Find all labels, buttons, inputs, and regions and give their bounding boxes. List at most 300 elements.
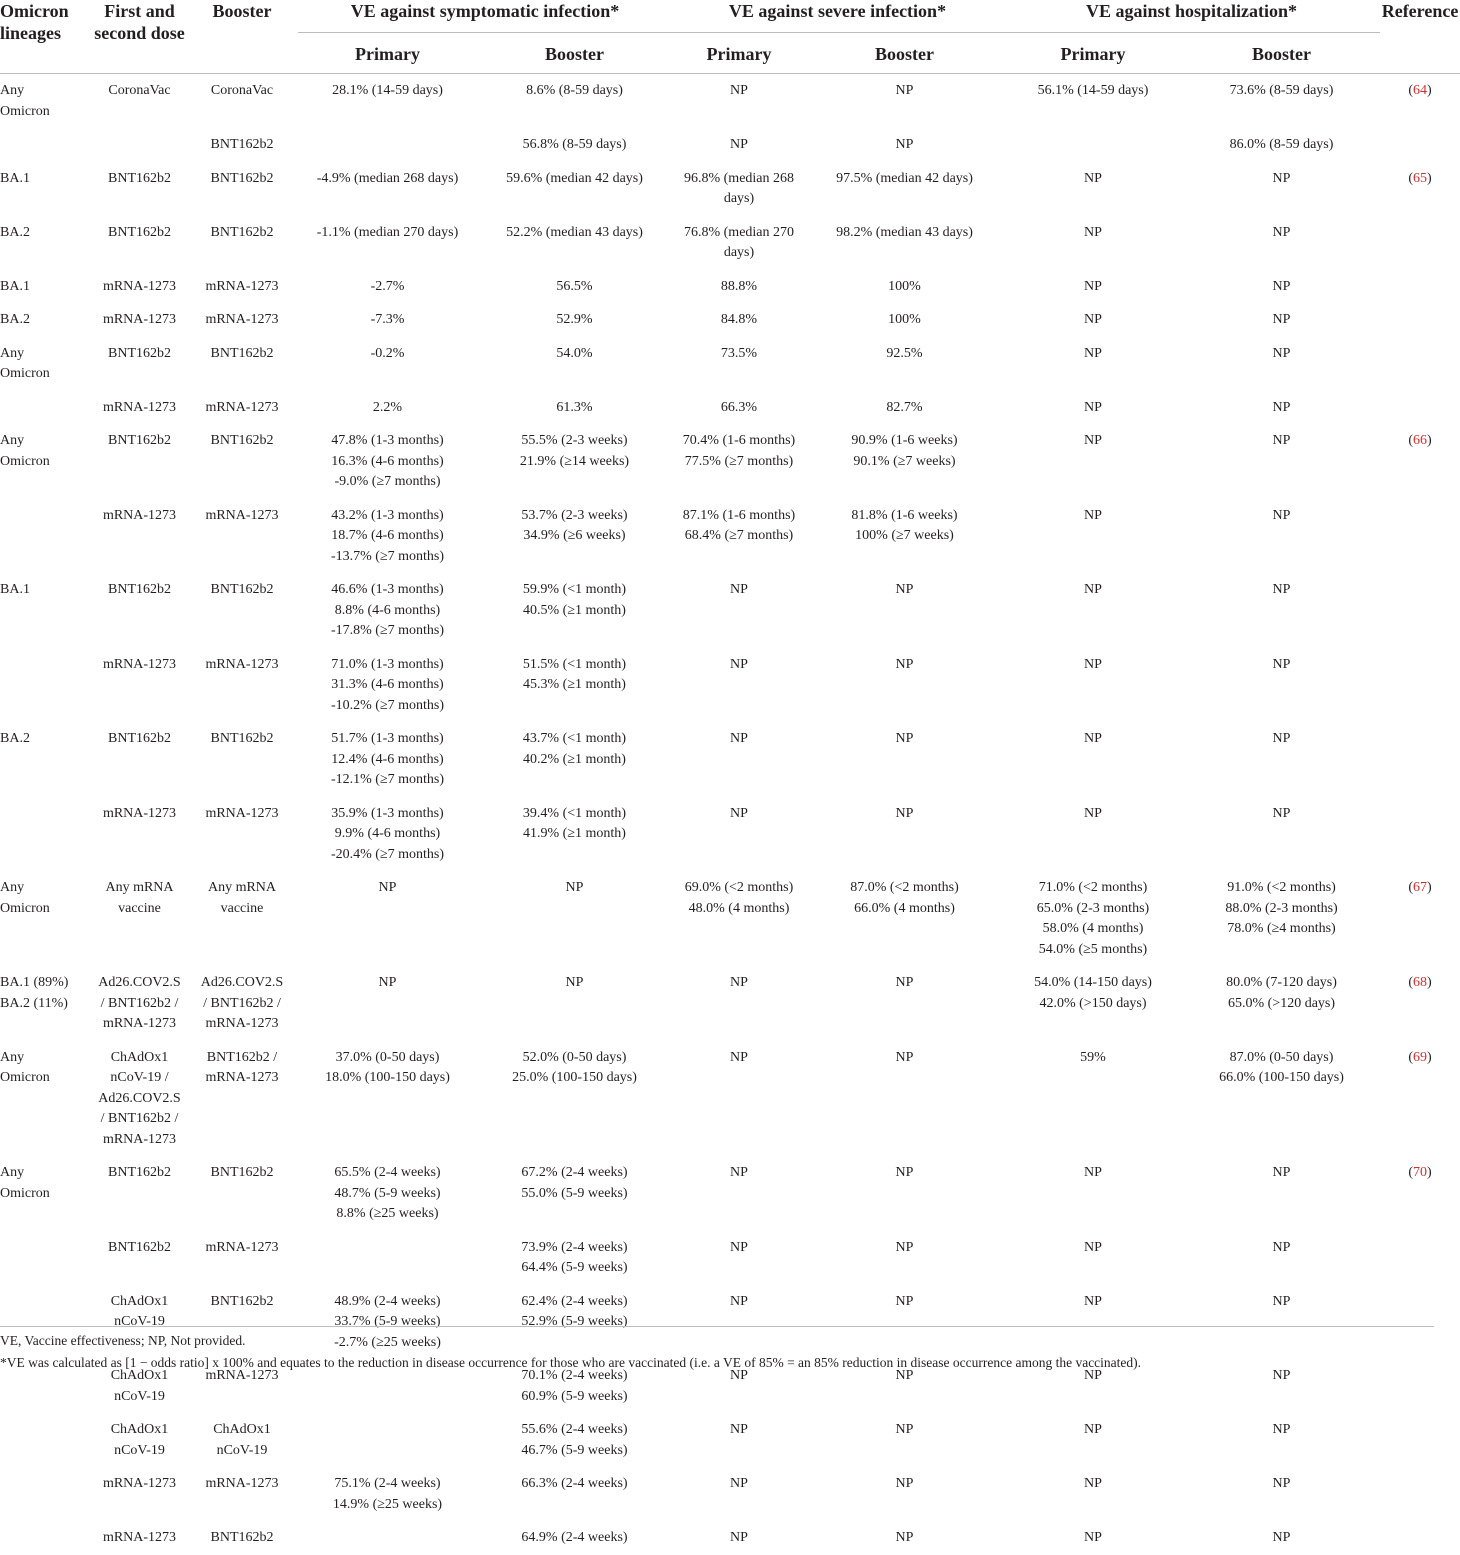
cell-hospitalization-primary (1003, 303, 1183, 337)
cell-first-second-dose (93, 1231, 186, 1285)
cell-line: mRNA-1273 (102, 805, 177, 821)
cell-first-second-dose (93, 74, 186, 129)
cell-line: 97.5% (median 42 days) (836, 170, 973, 186)
reference-link[interactable]: 64 (1413, 83, 1428, 98)
cell-lineage (0, 162, 93, 216)
cell-line: 14.9% (≥25 weeks) (332, 1496, 443, 1512)
cell-line: 42.0% (>150 days) (1039, 995, 1147, 1011)
cell-line: NP (1084, 312, 1102, 327)
cell-line: NP (730, 1293, 748, 1309)
cell-hospitalization-primary (1003, 128, 1183, 162)
cell-severe-primary (672, 1521, 806, 1555)
table-row (0, 303, 1460, 337)
cell-symptomatic-booster (477, 337, 672, 391)
cell-line: NP (895, 731, 914, 746)
cell-line: 59% (1080, 1049, 1106, 1065)
cell-lineage (0, 1041, 93, 1157)
table-row (0, 270, 1460, 304)
cell-line: NP (1272, 1239, 1291, 1255)
table-row (0, 1231, 1460, 1285)
cell-lineage (0, 1467, 93, 1521)
cell-line: NP (565, 880, 584, 895)
cell-line: NP (1272, 278, 1291, 294)
cell-first-second-dose (93, 1156, 186, 1231)
cell-lineage (0, 1156, 93, 1231)
cell-line: 96.8% (median 268 (683, 170, 795, 186)
cell-hospitalization-primary (1003, 1231, 1183, 1285)
reference-link[interactable]: 66 (1413, 433, 1428, 448)
cell-line: 33.7% (5-9 weeks) (334, 1314, 441, 1329)
cell-line: 67.2% (2-4 weeks) (521, 1165, 628, 1180)
cell-hospitalization-booster (1183, 162, 1380, 216)
cell-line: 100% (888, 278, 921, 294)
cell-symptomatic-primary (298, 966, 477, 1041)
cell-symptomatic-primary (298, 391, 477, 425)
cell-symptomatic-booster (477, 303, 672, 337)
cell-line: -12.1% (≥7 months) (330, 772, 445, 787)
cell-line: NP (895, 582, 914, 597)
cell-symptomatic-booster (477, 270, 672, 304)
cell-line: NP (1272, 170, 1291, 186)
cell-symptomatic-booster (477, 966, 672, 1041)
cell-hospitalization-primary (1003, 1156, 1183, 1231)
cell-lineage (0, 871, 93, 966)
cell-line: NP (1084, 656, 1102, 672)
cell-line: 18.0% (100-150 days) (325, 1070, 450, 1085)
cell-line: 43.2% (1-3 months) (331, 507, 444, 523)
cell-line: 48.7% (5-9 weeks) (334, 1185, 441, 1201)
cell-line: BA.1 (0, 278, 30, 294)
cell-line: -2.7% (370, 278, 405, 294)
cell-line: Ad26.COV2.S (98, 1090, 181, 1106)
cell-line: NP (1272, 345, 1291, 361)
cell-line: 47.8% (1-3 months) (331, 433, 444, 448)
cell-line: -17.8% (≥7 months) (330, 623, 445, 638)
cell-symptomatic-booster (477, 722, 672, 797)
table-row (0, 966, 1460, 1041)
cell-severe-booster (806, 648, 1003, 723)
cell-line: 70.1% (2-4 weeks) (521, 1368, 628, 1383)
cell-line: Any (0, 1049, 25, 1065)
footnote-ve-definition: *VE was calculated as [1 − odds ratio] x 100% and equates to the reduction in disease occurrence for those who are vaccinated (i.e. a VE of 85% = an 85% reduction in disease occurrence among the vaccinated). (0, 1355, 1142, 1370)
cell-severe-primary (672, 1467, 806, 1521)
cell-first-second-dose (93, 648, 186, 723)
cell-line: mRNA-1273 (102, 278, 177, 294)
ref-open-paren: ( (1408, 880, 1414, 895)
header-reference: Reference (1380, 0, 1460, 74)
cell-line: NP (1084, 433, 1102, 448)
cell-booster (186, 337, 298, 391)
reference-link[interactable]: 69 (1413, 1049, 1428, 1065)
cell-severe-primary (672, 1413, 806, 1467)
cell-severe-booster (806, 303, 1003, 337)
cell-severe-primary (672, 128, 806, 162)
cell-reference (1380, 270, 1460, 304)
cell-severe-booster (806, 391, 1003, 425)
ref-close-paren: ) (1427, 1049, 1432, 1065)
table-footnotes (0, 1326, 1434, 1374)
cell-booster (186, 871, 298, 966)
cell-line: 77.5% (≥7 months) (684, 453, 794, 469)
cell-line: NP (1084, 1293, 1102, 1309)
cell-line: BNT162b2 (210, 345, 274, 361)
cell-severe-primary (672, 1156, 806, 1231)
cell-line: BA.1 (89%) (0, 975, 69, 990)
cell-symptomatic-primary (298, 499, 477, 574)
cell-hospitalization-primary (1003, 573, 1183, 648)
cell-symptomatic-primary (298, 1041, 477, 1157)
header-omicron-lineages: Omicron lineages (0, 0, 93, 74)
cell-line: mRNA-1273 (205, 656, 279, 672)
cell-line: BNT162b2 (108, 345, 171, 361)
cell-booster (186, 1413, 298, 1467)
cell-line: 64.9% (2-4 weeks) (521, 1530, 628, 1545)
cell-reference (1380, 966, 1460, 1041)
cell-line: -20.4% (≥7 months) (330, 846, 445, 862)
cell-line: 43.7% (<1 month) (522, 731, 627, 746)
cell-line: NP (895, 1165, 914, 1180)
cell-line: 92.5% (886, 345, 923, 361)
cell-first-second-dose (93, 499, 186, 574)
cell-lineage (0, 216, 93, 270)
cell-severe-booster (806, 74, 1003, 129)
cell-symptomatic-primary (298, 270, 477, 304)
cell-line: NP (1272, 433, 1291, 448)
cell-booster (186, 722, 298, 797)
cell-symptomatic-booster (477, 797, 672, 872)
cell-line: 69.0% (<2 months) (684, 880, 794, 895)
cell-booster (186, 216, 298, 270)
cell-line: Any mRNA (105, 880, 174, 895)
cell-booster (186, 499, 298, 574)
cell-line: mRNA-1273 (205, 1016, 279, 1031)
cell-line: 28.1% (14-59 days) (332, 83, 443, 98)
cell-lineage (0, 74, 93, 129)
cell-lineage (0, 391, 93, 425)
cell-line: 66.0% (4 months) (854, 900, 955, 916)
cell-line: NP (1084, 278, 1102, 294)
cell-line: mRNA-1273 (205, 805, 279, 821)
cell-booster (186, 797, 298, 872)
cell-line: BNT162b2 (210, 170, 274, 186)
cell-reference (1380, 797, 1460, 872)
cell-line: -7.3% (370, 312, 405, 327)
cell-booster (186, 162, 298, 216)
cell-symptomatic-booster (477, 1041, 672, 1157)
cell-hospitalization-booster (1183, 871, 1380, 966)
cell-line: 90.9% (1-6 weeks) (851, 433, 958, 448)
cell-severe-booster (806, 1231, 1003, 1285)
cell-line: NP (1084, 1239, 1102, 1255)
cell-reference (1380, 1467, 1460, 1521)
cell-line: NP (1084, 170, 1102, 186)
cell-line: BNT162b2 (210, 224, 274, 240)
table-row (0, 1156, 1460, 1231)
cell-line: 100% (≥7 weeks) (855, 528, 954, 543)
cell-severe-booster (806, 966, 1003, 1041)
cell-line: NP (730, 1368, 748, 1383)
cell-line: 82.7% (886, 399, 923, 415)
cell-line: NP (1272, 399, 1291, 415)
cell-line: 73.9% (2-4 weeks) (521, 1239, 628, 1255)
cell-lineage (0, 648, 93, 723)
table-row (0, 391, 1460, 425)
cell-line: mRNA-1273 (205, 1476, 279, 1491)
cell-reference (1380, 573, 1460, 648)
table-row (0, 1467, 1460, 1521)
reference-link[interactable]: 68 (1413, 975, 1428, 990)
cell-line: 68.4% (≥7 months) (684, 528, 794, 543)
cell-line: NP (895, 975, 914, 990)
cell-booster (186, 128, 298, 162)
cell-line: 61.3% (556, 399, 593, 415)
reference-link[interactable]: 65 (1413, 170, 1428, 186)
cell-line: 71.0% (1-3 months) (331, 656, 444, 672)
cell-line: BNT162b2 (108, 582, 171, 597)
cell-line: 81.8% (1-6 weeks) (851, 507, 958, 523)
cell-line: mRNA-1273 (205, 312, 279, 327)
cell-line: ChAdOx1 (110, 1422, 169, 1437)
cell-line: -13.7% (≥7 months) (330, 548, 445, 564)
cell-line: 45.3% (≥1 month) (523, 677, 626, 692)
cell-line: NP (730, 1422, 748, 1437)
cell-severe-primary (672, 966, 806, 1041)
cell-line: 39.4% (<1 month) (522, 805, 627, 821)
cell-reference (1380, 1521, 1460, 1555)
cell-booster (186, 1467, 298, 1521)
cell-line: BNT162b2 (210, 1530, 274, 1545)
cell-line: NP (895, 137, 914, 152)
cell-line: 65.0% (>120 days) (1227, 995, 1336, 1011)
cell-reference (1380, 722, 1460, 797)
cell-line: 88.0% (2-3 months) (1225, 900, 1338, 916)
subheader-hospitalization-booster: Booster (1183, 33, 1380, 74)
cell-line: mRNA-1273 (205, 1239, 279, 1255)
reference-link[interactable]: 70 (1413, 1165, 1428, 1180)
cell-booster (186, 303, 298, 337)
cell-line: NP (1272, 1293, 1291, 1309)
cell-hospitalization-booster (1183, 1041, 1380, 1157)
cell-symptomatic-booster (477, 1521, 672, 1555)
cell-line: CoronaVac (210, 83, 274, 98)
cell-symptomatic-booster (477, 871, 672, 966)
cell-hospitalization-booster (1183, 722, 1380, 797)
cell-symptomatic-booster (477, 424, 672, 499)
table-row (0, 128, 1460, 162)
cell-line: NP (895, 1530, 914, 1545)
cell-reference (1380, 1231, 1460, 1285)
cell-severe-booster (806, 573, 1003, 648)
cell-line: 52.9% (5-9 weeks) (521, 1314, 628, 1329)
cell-line: / BNT162b2 / (203, 995, 281, 1011)
cell-symptomatic-booster (477, 128, 672, 162)
table-row (0, 648, 1460, 723)
cell-line: BA.2 (11%) (0, 995, 68, 1011)
cell-line: 59.9% (<1 month) (522, 582, 627, 597)
table-row (0, 1041, 1460, 1157)
reference-link[interactable]: 67 (1413, 880, 1428, 895)
cell-line: 91.0% (<2 months) (1227, 880, 1336, 895)
cell-reference (1380, 74, 1460, 129)
footnote-abbreviations: VE, Vaccine effectiveness; NP, Not provided. (0, 1333, 246, 1348)
cell-symptomatic-primary (298, 797, 477, 872)
cell-hospitalization-primary (1003, 424, 1183, 499)
cell-line: 18.7% (4-6 months) (331, 528, 444, 543)
header-ve-severe: VE against severe infection* (672, 0, 1003, 33)
cell-lineage (0, 128, 93, 162)
cell-line: Omicron (0, 1185, 50, 1201)
cell-line: NP (1272, 1422, 1291, 1437)
cell-hospitalization-booster (1183, 573, 1380, 648)
cell-booster (186, 1041, 298, 1157)
cell-line: NP (895, 1049, 914, 1065)
cell-hospitalization-booster (1183, 128, 1380, 162)
cell-severe-booster (806, 1156, 1003, 1231)
cell-lineage (0, 1231, 93, 1285)
cell-symptomatic-primary (298, 337, 477, 391)
cell-line: 8.8% (≥25 weeks) (336, 1206, 439, 1221)
cell-booster (186, 966, 298, 1041)
cell-severe-booster (806, 128, 1003, 162)
cell-line: NP (1084, 507, 1102, 523)
cell-line: BA.1 (0, 582, 30, 597)
cell-hospitalization-primary (1003, 722, 1183, 797)
cell-severe-primary (672, 424, 806, 499)
cell-first-second-dose (93, 391, 186, 425)
cell-lineage (0, 424, 93, 499)
cell-line: 48.0% (4 months) (688, 900, 790, 916)
cell-line: mRNA-1273 (102, 1530, 177, 1545)
cell-booster (186, 270, 298, 304)
ref-close-paren: ) (1427, 1165, 1432, 1180)
cell-severe-booster (806, 162, 1003, 216)
cell-symptomatic-booster (477, 1413, 672, 1467)
cell-line: NP (1084, 1368, 1102, 1383)
cell-hospitalization-primary (1003, 648, 1183, 723)
table-header (0, 0, 1460, 74)
cell-hospitalization-primary (1003, 162, 1183, 216)
cell-line: NP (895, 656, 914, 672)
cell-line: 54.0% (14-150 days) (1034, 975, 1152, 990)
cell-severe-primary (672, 797, 806, 872)
cell-line: mRNA-1273 (102, 507, 177, 523)
cell-severe-primary (672, 1041, 806, 1157)
cell-line: 66.0% (100-150 days) (1219, 1070, 1344, 1085)
cell-line: 84.8% (720, 312, 758, 327)
cell-line: 87.1% (1-6 months) (682, 507, 796, 523)
cell-booster (186, 1156, 298, 1231)
cell-severe-booster (806, 216, 1003, 270)
cell-reference (1380, 303, 1460, 337)
cell-severe-booster (806, 797, 1003, 872)
cell-line: Any (0, 433, 25, 448)
cell-booster (186, 1521, 298, 1555)
cell-line: ChAdOx1 (110, 1049, 169, 1065)
cell-severe-primary (672, 648, 806, 723)
subheader-hospitalization-primary: Primary (1003, 33, 1183, 74)
cell-line: NP (378, 880, 397, 895)
cell-reference (1380, 648, 1460, 723)
cell-line: mRNA-1273 (102, 656, 177, 672)
cell-line: NP (895, 805, 914, 821)
ref-open-paren: ( (1408, 433, 1414, 448)
cell-symptomatic-booster (477, 573, 672, 648)
cell-line: 46.6% (1-3 months) (331, 582, 444, 597)
cell-hospitalization-primary (1003, 966, 1183, 1041)
table-row (0, 573, 1460, 648)
cell-line: 56.1% (14-59 days) (1037, 83, 1149, 98)
ref-close-paren: ) (1427, 433, 1432, 448)
cell-line: BNT162b2 (108, 1165, 171, 1180)
cell-reference (1380, 1041, 1460, 1157)
cell-line: BA.1 (0, 170, 30, 186)
cell-line: nCoV-19 (114, 1442, 165, 1458)
cell-line: NP (1084, 731, 1102, 746)
cell-reference (1380, 1413, 1460, 1467)
cell-lineage (0, 1413, 93, 1467)
cell-line: Any mRNA (207, 880, 277, 895)
cell-line: BNT162b2 (210, 137, 274, 152)
cell-line: 98.2% (median 43 days) (836, 224, 973, 240)
cell-line: -9.0% (≥7 months) (334, 474, 441, 489)
cell-line: 53.7% (2-3 weeks) (521, 507, 628, 523)
cell-line: BNT162b2 (108, 731, 171, 746)
cell-line: 46.7% (5-9 weeks) (521, 1442, 628, 1458)
cell-reference (1380, 499, 1460, 574)
cell-line: NP (1084, 582, 1102, 597)
cell-line: 100% (888, 312, 921, 327)
cell-line: 56.5% (556, 278, 593, 294)
cell-line: 52.2% (median 43 days) (506, 224, 643, 240)
cell-line: NP (730, 731, 748, 746)
cell-symptomatic-booster (477, 1156, 672, 1231)
cell-line: 37.0% (0-50 days) (335, 1049, 440, 1065)
cell-line: 16.3% (4-6 months) (331, 453, 444, 469)
cell-line: NP (730, 805, 748, 821)
cell-severe-primary (672, 303, 806, 337)
cell-line: 66.3% (2-4 weeks) (521, 1476, 628, 1491)
cell-line: NP (1084, 345, 1102, 361)
cell-booster (186, 573, 298, 648)
cell-first-second-dose (93, 128, 186, 162)
cell-line: 78.0% (≥4 months) (1227, 921, 1336, 936)
cell-line: Omicron (0, 900, 50, 916)
cell-line: BNT162b2 / (206, 1049, 278, 1065)
cell-symptomatic-booster (477, 648, 672, 723)
cell-hospitalization-booster (1183, 966, 1380, 1041)
cell-line: NP (1272, 312, 1291, 327)
cell-line: 52.9% (556, 312, 593, 327)
cell-line: BNT162b2 (108, 1239, 171, 1255)
cell-lineage (0, 722, 93, 797)
cell-line: 58.0% (4 months) (1042, 921, 1144, 936)
cell-line: NP (1272, 805, 1291, 821)
cell-line: BNT162b2 (210, 731, 274, 746)
cell-line: mRNA-1273 (205, 1368, 279, 1383)
cell-symptomatic-primary (298, 162, 477, 216)
cell-first-second-dose (93, 303, 186, 337)
cell-severe-booster (806, 270, 1003, 304)
cell-line: NP (1272, 731, 1291, 746)
cell-first-second-dose (93, 337, 186, 391)
cell-severe-primary (672, 499, 806, 574)
cell-hospitalization-booster (1183, 648, 1380, 723)
cell-booster (186, 424, 298, 499)
cell-severe-booster (806, 1521, 1003, 1555)
cell-line: NP (895, 83, 914, 98)
cell-first-second-dose (93, 722, 186, 797)
cell-hospitalization-primary (1003, 337, 1183, 391)
